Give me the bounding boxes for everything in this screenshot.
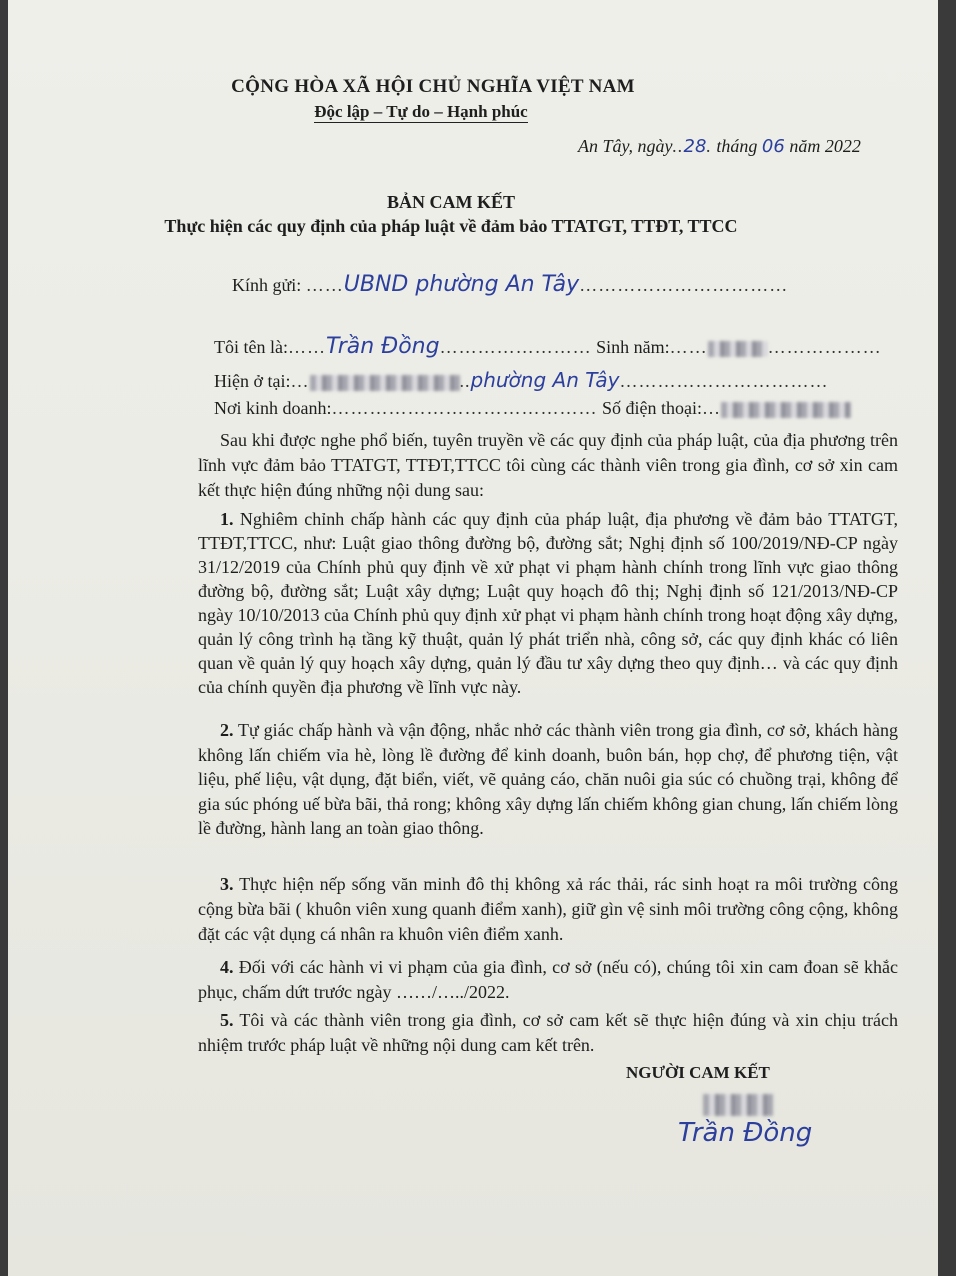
item-4-number: 4. — [220, 957, 234, 977]
recipient-value: UBND phường An Tây — [343, 272, 580, 297]
document-title: BẢN CAM KẾT — [386, 192, 515, 212]
name-label: Tôi tên là: — [214, 337, 288, 357]
item-5-number: 5. — [220, 1010, 234, 1030]
phone-redacted — [721, 402, 851, 418]
address-value: phường An Tây — [470, 368, 620, 392]
item-3-text: Thực hiện nếp sống văn minh đô thị không xả rác thải, rác sinh hoạt ra môi trường công cộng bừa bãi ( khuôn viên xung quanh điểm xanh), giữ gìn vệ sinh môi trường công cộng, không đặt các vật dụng cá nhân ra khuôn viên điểm xanh. — [198, 874, 898, 944]
item-4 — [198, 955, 898, 1005]
item-2 — [198, 718, 898, 841]
document-subtitle: Thực hiện các quy định của pháp luật về đảm bảo TTATGT, TTĐT, TTCC — [164, 216, 738, 236]
document-date: An Tây, ngày..28. tháng 06 năm 2022 — [578, 136, 861, 157]
birth-label: Sinh năm: — [596, 337, 670, 357]
signature-mark-redacted — [703, 1094, 773, 1116]
motto — [8, 102, 834, 122]
address-label: Hiện ở tại: — [214, 371, 291, 391]
address-row: Hiện ở tại:… ..phường An Tây…………………………… — [214, 368, 829, 392]
date-year: năm 2022 — [789, 136, 861, 156]
date-prefix: An Tây, ngày — [578, 136, 673, 156]
date-day: 28 — [683, 136, 707, 157]
item-5 — [198, 1008, 898, 1058]
item-2-text: Tự giác chấp hành và vận động, nhắc nhở các thành viên trong gia đình, cơ sở, khách hàng không lấn chiếm vỉa hè, lòng lề đường để kinh doanh, buôn bán, họp chợ, để phương tiện, vật liệu, phế liệu, vật dụng, đặt biển, viết, vẽ quảng cáo, chăn nuôi gia súc có chuồng trại, không để gia súc phóng uế bừa bãi, thả rong; không xây dựng lấn chiếm không gian chung, lấn chiếm lòng lề đường, hành lang an toàn giao thông. — [198, 720, 898, 838]
date-month: 06 — [761, 136, 785, 157]
nation-heading: CỘNG HÒA XÃ HỘI CHỦ NGHĨA VIỆT NAM — [231, 76, 635, 97]
name-value: Trần Đồng — [325, 334, 440, 359]
phone-label: Số điện thoại: — [602, 398, 703, 418]
signer-name: Trần Đồng — [678, 1118, 813, 1148]
motto-text: Độc lập – Tự do – Hạnh phúc — [314, 102, 528, 121]
item-4-text: Đối với các hành vi vi phạm của gia đình, cơ sở (nếu có), chúng tôi xin cam đoan sẽ khắc phục, chấm dứt trước ngày ……/…../2022. — [198, 957, 899, 1002]
item-1 — [198, 507, 898, 699]
item-1-text: Nghiêm chỉnh chấp hành các quy định của pháp luật, địa phương về đảm bảo TTATGT, TTĐT,TTCC, như: Luật giao thông đường bộ, đường sắt; Nghị định số 100/2019/NĐ-CP ngày 31/12/2019 của Chính phủ quy định về xử phạt vi phạm hành chính trong lĩnh vực giao thông đường bộ, đường sắt; Luật xây dựng; Luật quy hoạch đô thị; Nghị định số 121/2013/NĐ-CP ngày 10/10/2013 của Chính phủ quy định xử phạt vi phạm hành chính trong hoạt động xây dựng, quản lý công trình hạ tầng kỹ thuật, quản lý phát triển nhà, công sở, các quy định khác có liên quan về quản lý quy hoạch xây dựng, quản lý đầu tư xây dựng theo quy định… và các quy định của chính quyền địa phương về lĩnh vực này. — [198, 509, 898, 697]
item-2-number: 2. — [220, 720, 234, 740]
business-row: Nơi kinh doanh:…………………………………… Số điện thoại:… — [214, 398, 851, 419]
item-5-text: Tôi và các thành viên trong gia đình, cơ sở cam kết sẽ thực hiện đúng và xin chịu trách nhiệm trước pháp luật về những nội dung cam kết trên. — [198, 1010, 898, 1055]
address-redacted — [310, 375, 460, 391]
business-label: Nơi kinh doanh: — [214, 398, 332, 418]
recipient-row: Kính gửi: ……UBND phường An Tây…………………………… — [232, 272, 789, 297]
recipient-label: Kính gửi: — [232, 275, 302, 295]
name-row: Tôi tên là:……Trần Đồng…………………… Sinh năm:…… ……………… — [214, 334, 882, 359]
signer-label: NGƯỜI CAM KẾT — [626, 1063, 770, 1082]
intro-paragraph: Sau khi được nghe phổ biến, tuyên truyền về các quy định của pháp luật, của địa phương trên lĩnh vực đảm bảo TTATGT, TTĐT,TTCC tôi cùng các thành viên trong gia đình, cơ sở xin cam kết thực hiện đúng những nội dung sau: — [198, 430, 898, 500]
item-3 — [198, 872, 898, 947]
date-month-label: tháng — [716, 136, 758, 156]
birth-year-redacted — [708, 341, 768, 357]
document-page — [8, 0, 938, 1276]
item-3-number: 3. — [220, 874, 234, 894]
item-1-number: 1. — [220, 509, 234, 529]
